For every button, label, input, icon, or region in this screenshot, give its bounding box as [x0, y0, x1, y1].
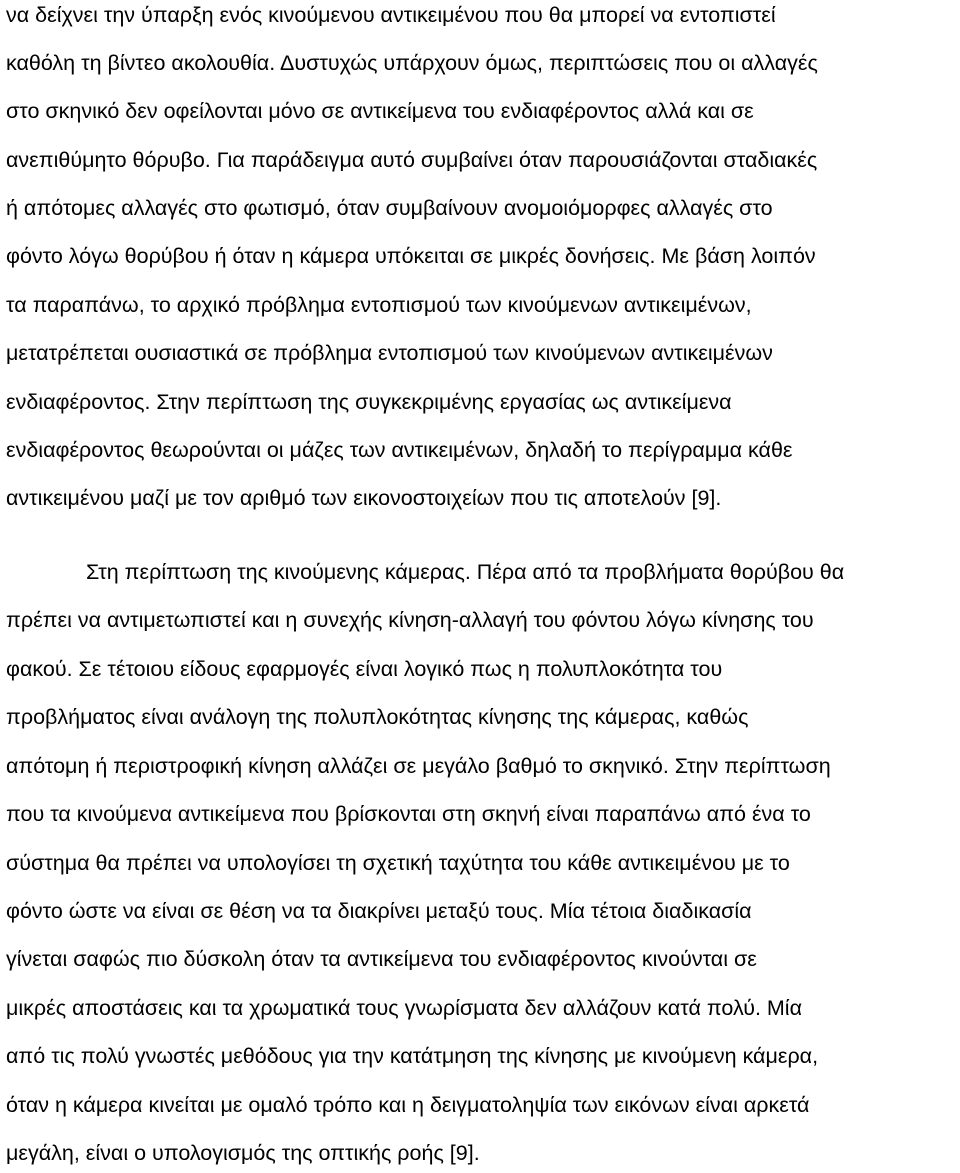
text-line: σύστημα θα πρέπει να υπολογίσει τη σχετική ταχύτητα του κάθε αντικειμένου με το [6, 851, 790, 875]
text-line: αντικειμένου μαζί με τον αριθμό των εικονοστοιχείων που τις αποτελούν [9]. [6, 486, 722, 510]
text-line: πρέπει να αντιμετωπιστεί και η συνεχής κίνηση-αλλαγή του φόντου λόγω κίνησης του [6, 608, 814, 632]
text-line: να δείχνει την ύπαρξη ενός κινούμενου αντικειμένου που θα μπορεί να εντοπιστεί [6, 3, 776, 27]
text-line: προβλήματος είναι ανάλογη της πολυπλοκότητας κίνησης της κάμερας, καθώς [6, 705, 749, 729]
text-line: γίνεται σαφώς πιο δύσκολη όταν τα αντικείμενα του ενδιαφέροντος κινούνται σε [6, 947, 757, 971]
text-line: καθόλη τη βίντεο ακολουθία. Δυστυχώς υπάρχουν όμως, περιπτώσεις που οι αλλαγές [6, 51, 818, 75]
text-line: μεγάλη, είναι ο υπολογισμός της οπτικής ροής [9]. [6, 1141, 480, 1165]
text-line: όταν η κάμερα κινείται με ομαλό τρόπο και η δειγματοληψία των εικόνων είναι αρκετά [6, 1093, 810, 1117]
text-line: μετατρέπεται ουσιαστικά σε πρόβλημα εντοπισμού των κινούμενων αντικειμένων [6, 341, 773, 365]
text-line: ή απότομες αλλαγές στο φωτισμό, όταν συμβαίνουν ανομοιόμορφες αλλαγές στο [6, 196, 773, 220]
text-line: μικρές αποστάσεις και τα χρωματικά τους γνωρίσματα δεν αλλάζουν κατά πολύ. Μία [6, 996, 803, 1020]
paragraph-first-line: Στη περίπτωση της κινούμενης κάμερας. Πέρα από τα προβλήματα θορύβου θα [86, 560, 845, 584]
text-line: στο σκηνικό δεν οφείλονται μόνο σε αντικείμενα του ενδιαφέροντος αλλά και σε [6, 99, 754, 123]
text-line: από τις πολύ γνωστές μεθόδους για την κατάτμηση της κίνησης με κινούμενη κάμερα, [6, 1044, 819, 1068]
text-line: ανεπιθύμητο θόρυβο. Για παράδειγμα αυτό συμβαίνει όταν παρουσιάζονται σταδιακές [6, 148, 818, 172]
text-line: που τα κινούμενα αντικείμενα που βρίσκονται στη σκηνή είναι παραπάνω από ένα το [6, 802, 811, 826]
text-line: φόντο ώστε να είναι σε θέση να τα διακρίνει μεταξύ τους. Μία τέτοια διαδικασία [6, 899, 752, 923]
text-line: τα παραπάνω, το αρχικό πρόβλημα εντοπισμού των κινούμενων αντικειμένων, [6, 293, 752, 317]
text-line: απότομη ή περιστροφική κίνηση αλλάζει σε μεγάλο βαθμό το σκηνικό. Στην περίπτωση [6, 754, 831, 778]
text-line: φακού. Σε τέτοιου είδους εφαρμογές είναι λογικό πως η πολυπλοκότητα του [6, 657, 723, 681]
text-line: φόντο λόγω θορύβου ή όταν η κάμερα υπόκειται σε μικρές δονήσεις. Με βάση λοιπόν [6, 244, 816, 268]
text-line: ενδιαφέροντος. Στην περίπτωση της συγκεκριμένης εργασίας ως αντικείμενα [6, 390, 732, 414]
text-line: ενδιαφέροντος θεωρούνται οι μάζες των αντικειμένων, δηλαδή το περίγραμμα κάθε [6, 438, 793, 462]
